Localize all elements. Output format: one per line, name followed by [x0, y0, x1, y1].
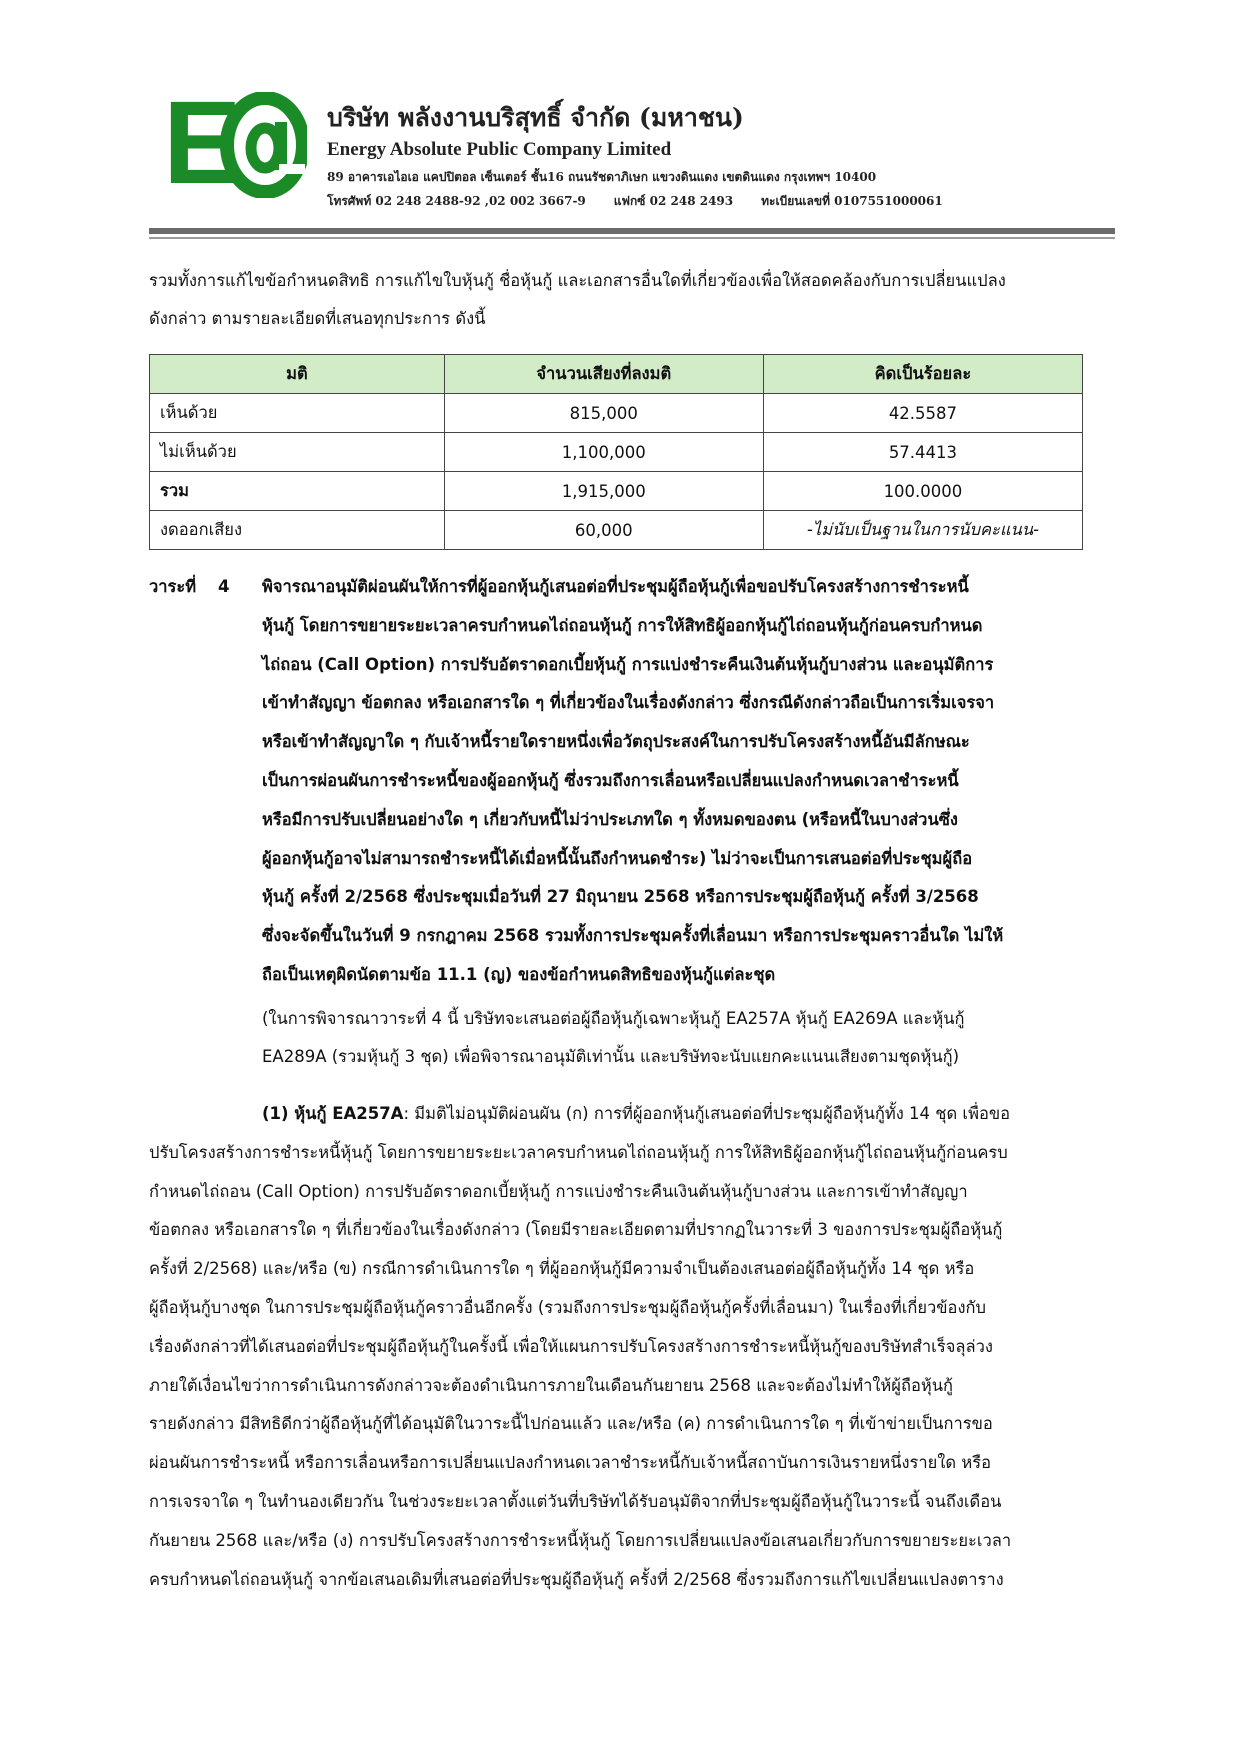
- header-votes: จำนวนเสียงที่ลงมติ: [444, 355, 763, 394]
- agenda-note-line: EA289A (รวมหุ้นกู้ 3 ชุด) เพื่อพิจารณาอนุมัติเท่านั้น และบริษัทจะนับแยกคะแนนเสียงตามชุดหุ้นกู้): [262, 1047, 960, 1066]
- header-divider-thick: [149, 228, 1115, 234]
- resolution-line: ภายใต้เงื่อนไขว่าการดำเนินการดังกล่าวจะต้องดำเนินการภายในเดือนกันยายน 2568 และจะต้องไม่ทำให้ผู้ถือหุ้นกู้: [149, 1375, 954, 1395]
- resolution-line: รายดังกล่าว มีสิทธิดีกว่าผู้ถือหุ้นกู้ที่ได้อนุมัติในวาระนี้ไปก่อนแล้ว และ/หรือ (ค) การดำเนินการใด ๆ ที่เข้าข่ายเป็นการขอ: [149, 1414, 993, 1434]
- company-name-thai: บริษัท พลังงานบริสุทธิ์ จำกัด (มหาชน): [327, 103, 744, 132]
- row-label: งดออกเสียง: [150, 511, 445, 550]
- agenda-title-line: หุ้นกู้ โดยการขยายระยะเวลาครบกำหนดไถ่ถอนหุ้นกู้ การให้สิทธิผู้ออกหุ้นกู้ไถ่ถอนหุ้นกู้ก่อนครบกำหนด: [262, 615, 983, 635]
- row-percent: -ไม่นับเป็นฐานในการนับคะแนน-: [763, 511, 1082, 550]
- resolution-line: ผู้ถือหุ้นกู้บางชุด ในการประชุมผู้ถือหุ้นกู้คราวอื่นอีกครั้ง (รวมถึงการประชุมผู้ถือหุ้นกู้ครั้งที่เลื่อนมา) ในเรื่องที่เกี่ยวข้องกับ: [149, 1297, 986, 1317]
- row-votes: 1,100,000: [444, 433, 763, 472]
- header-resolution: มติ: [150, 355, 445, 394]
- agenda-title: [262, 568, 1084, 995]
- resolution-line: การเจรจาใด ๆ ในทำนองเดียวกัน ในช่วงระยะเวลาตั้งแต่วันที่บริษัทได้รับอนุมัติจากที่ประชุมผู้ถือหุ้นกู้ในวาระนี้ จนถึงเดือน: [149, 1491, 1002, 1511]
- row-label: เห็นด้วย: [150, 394, 445, 433]
- company-address: 89 อาคารเอไอเอ แคปปิตอล เซ็นเตอร์ ชั้น16 ถนนรัชดาภิเษก แขวงดินแดง เขตดินแดง กรุงเทพฯ 10400: [327, 170, 877, 184]
- agenda-number: 4: [218, 577, 230, 596]
- table-row: [150, 394, 1083, 433]
- intro-line: รวมทั้งการแก้ไขข้อกำหนดสิทธิ การแก้ไขใบหุ้นกู้ ชื่อหุ้นกู้ และเอกสารอื่นใดที่เกี่ยวข้องเพื่อให้สอดคล้องกับการเปลี่ยนแปลง: [149, 271, 1006, 290]
- resolution-line: กำหนดไถ่ถอน (Call Option) การปรับอัตราดอกเบี้ยหุ้นกู้ การแบ่งชำระคืนเงินต้นหุ้นกู้บางส่วน และการเข้าทำสัญญา: [149, 1181, 968, 1201]
- resolution-line: เรื่องดังกล่าวที่ได้เสนอต่อที่ประชุมผู้ถือหุ้นกู้ในครั้งนี้ เพื่อให้แผนการปรับโครงสร้างการชำระหนี้หุ้นกู้ของบริษัทสำเร็จลุล่วง: [149, 1336, 993, 1356]
- agenda-note: [262, 1000, 1084, 1076]
- agenda-title-line: หรือเข้าทำสัญญาใด ๆ กับเจ้าหนี้รายใดรายหนึ่งเพื่อวัตถุประสงค์ในการปรับโครงสร้างหนี้อันมีลักษณะ: [262, 732, 970, 752]
- row-percent: 42.5587: [763, 394, 1082, 433]
- company-logo: [163, 77, 303, 209]
- intro-paragraph: [149, 262, 1084, 338]
- row-votes: 1,915,000: [444, 472, 763, 511]
- row-percent: 100.0000: [763, 472, 1082, 511]
- resolution-line: ข้อตกลง หรือเอกสารใด ๆ ที่เกี่ยวข้องในเรื่องดังกล่าว (โดยมีรายละเอียดตามที่ปรากฏในวาระที่ 3 ของการประชุมผู้ถือหุ้นกู้: [149, 1220, 1003, 1240]
- agenda-title-line: ถือเป็นเหตุผิดนัดตามข้อ 11.1 (ญ) ของข้อกำหนดสิทธิของหุ้นกู้แต่ละชุด: [262, 964, 776, 984]
- row-label: รวม: [150, 472, 445, 511]
- intro-line: ดังกล่าว ตามรายละเอียดที่เสนอทุกประการ ดังนี้: [149, 309, 486, 328]
- company-registration: ทะเบียนเลขที่ 0107551000061: [761, 194, 943, 208]
- table-header-row: [150, 355, 1083, 394]
- logo-at-sign-icon: [219, 92, 307, 198]
- logo-letter-e: E: [163, 77, 236, 209]
- vote-results-table: [149, 354, 1083, 550]
- table-row: [150, 511, 1083, 550]
- resolution-first-line: : มีมติไม่อนุมัติผ่อนผัน (ก) การที่ผู้ออกหุ้นกู้เสนอต่อที่ประชุมผู้ถือหุ้นกู้ทั้ง 14 ชุด เพื่อขอ: [403, 1104, 1011, 1123]
- row-votes: 815,000: [444, 394, 763, 433]
- agenda-title-line: พิจารณาอนุมัติผ่อนผันให้การที่ผู้ออกหุ้นกู้เสนอต่อที่ประชุมผู้ถือหุ้นกู้เพื่อขอปรับโครงสร้างการชำระหนี้: [262, 577, 969, 596]
- resolution-paragraph: [149, 1095, 1084, 1599]
- agenda-title-line: เป็นการผ่อนผันการชำระหนี้ของผู้ออกหุ้นกู้ ซึ่งรวมถึงการเลื่อนหรือเปลี่ยนแปลงกำหนดเวลาชำระหนี้: [262, 770, 959, 790]
- header-divider-thin: [149, 237, 1115, 239]
- resolution-line: ครั้งที่ 2/2568) และ/หรือ (ข) กรณีการดำเนินการใด ๆ ที่ผู้ออกหุ้นกู้มีความจำเป็นต้องเสนอต่อผู้ถือหุ้นกู้ทั้ง 14 ชุด หรือ: [149, 1259, 975, 1279]
- header-percent: คิดเป็นร้อยละ: [763, 355, 1082, 394]
- resolution-line: ปรับโครงสร้างการชำระหนี้หุ้นกู้ โดยการขยายระยะเวลาครบกำหนดไถ่ถอนหุ้นกู้ การให้สิทธิผู้ออกหุ้นกู้ไถ่ถอนหุ้นกู้ก่อนครบ: [149, 1142, 1008, 1162]
- resolution-line: กันยายน 2568 และ/หรือ (ง) การปรับโครงสร้างการชำระหนี้หุ้นกู้ โดยการเปลี่ยนแปลงข้อเสนอเกี่ยวกับการขยายระยะเวลา: [149, 1530, 1012, 1550]
- resolution-line: ผ่อนผันการชำระหนี้ หรือการเลื่อนหรือการเปลี่ยนแปลงกำหนดเวลาชำระหนี้กับเจ้าหนี้สถาบันการเงินรายหนึ่งรายใด หรือ: [149, 1453, 992, 1473]
- agenda-title-line: เข้าทำสัญญา ข้อตกลง หรือเอกสารใด ๆ ที่เกี่ยวข้องในเรื่องดังกล่าว ซึ่งกรณีดังกล่าวถือเป็นการเริ่มเจรจา: [262, 693, 995, 713]
- table-row-total: [150, 472, 1083, 511]
- company-phone: โทรศัพท์ 02 248 2488-92 ,02 002 3667-9: [327, 194, 586, 208]
- resolution-line: ครบกำหนดไถ่ถอนหุ้นกู้ จากข้อเสนอเดิมที่เสนอต่อที่ประชุมผู้ถือหุ้นกู้ ครั้งที่ 2/2568 ซึ่งรวมถึงการแก้ไขเปลี่ยนแปลงตาราง: [149, 1569, 1004, 1589]
- table-row: [150, 433, 1083, 472]
- row-votes: 60,000: [444, 511, 763, 550]
- row-percent: 57.4413: [763, 433, 1082, 472]
- agenda-label: วาระที่: [149, 577, 197, 596]
- agenda-title-line: หรือมีการปรับเปลี่ยนอย่างใด ๆ เกี่ยวกับหนี้ไม่ว่าประเภทใด ๆ ทั้งหมดของตน (หรือหนี้ในบางส่วนซึ่ง: [262, 809, 958, 829]
- row-label: ไม่เห็นด้วย: [150, 433, 445, 472]
- agenda-title-line: ซึ่งจะจัดขึ้นในวันที่ 9 กรกฎาคม 2568 รวมทั้งการประชุมครั้งที่เลื่อนมา หรือการประชุมคราวอื่นใด ไม่ให้: [262, 926, 1004, 946]
- agenda-note-line: (ในการพิจารณาวาระที่ 4 นี้ บริษัทจะเสนอต่อผู้ถือหุ้นกู้เฉพาะหุ้นกู้ EA257A หุ้นกู้ EA269A และหุ้นกู้: [262, 1009, 965, 1028]
- agenda-title-line: ผู้ออกหุ้นกู้อาจไม่สามารถชำระหนี้ได้เมื่อหนี้นั้นถึงกำหนดชำระ) ไม่ว่าจะเป็นการเสนอต่อที่ประชุมผู้ถือ: [262, 848, 973, 868]
- company-contact-line: [327, 192, 971, 211]
- agenda-title-line: หุ้นกู้ ครั้งที่ 2/2568 ซึ่งประชุมเมื่อวันที่ 27 มิถุนายน 2568 หรือการประชุมผู้ถือหุ้นกู้ ครั้งที่ 3/2568: [262, 887, 979, 907]
- resolution-heading: (1) หุ้นกู้ EA257A: [262, 1104, 404, 1123]
- company-fax: แฟกซ์ 02 248 2493: [613, 194, 734, 208]
- agenda-title-line: ไถ่ถอน (Call Option) การปรับอัตราดอกเบี้ยหุ้นกู้ การแบ่งชำระคืนเงินต้นหุ้นกู้บางส่วน และอนุมัติการ: [262, 654, 994, 674]
- company-name-english: Energy Absolute Public Company Limited: [327, 139, 672, 160]
